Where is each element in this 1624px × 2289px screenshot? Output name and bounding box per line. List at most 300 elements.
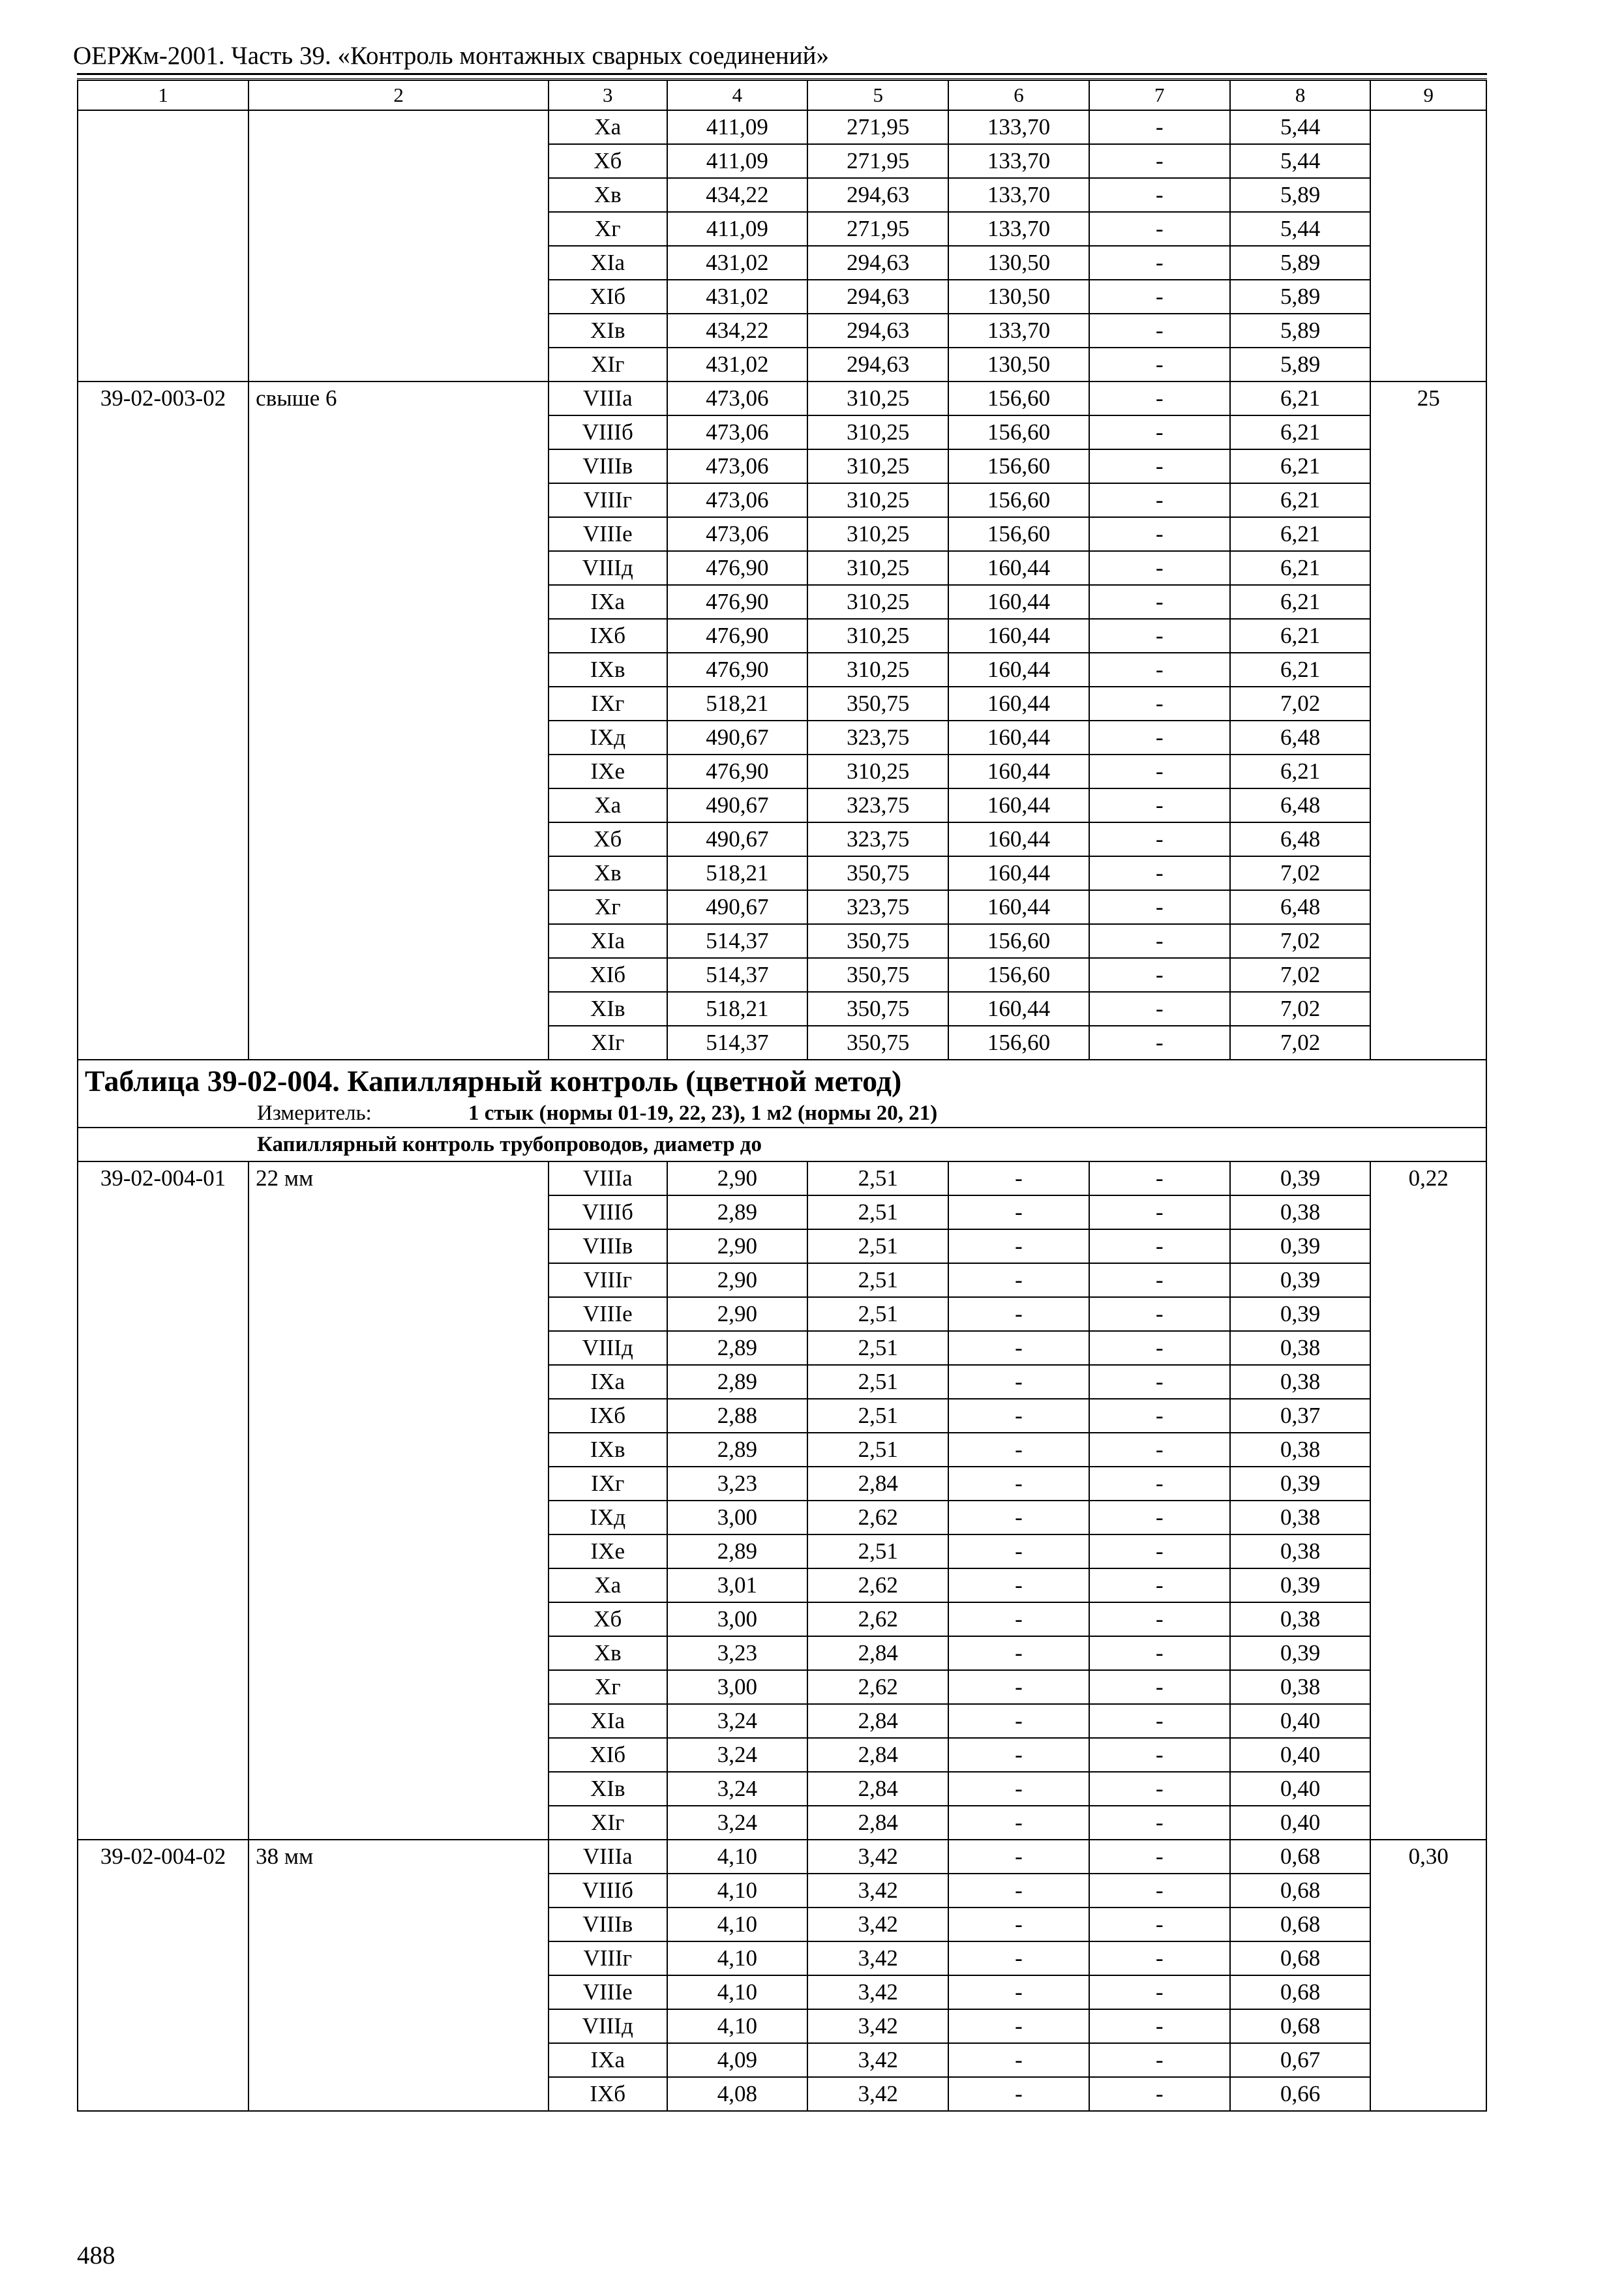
value-cell: - <box>948 1467 1089 1501</box>
value-cell: 4,10 <box>667 1975 808 2009</box>
value-cell: IXд <box>549 721 667 755</box>
value-cell: 514,37 <box>667 1026 808 1060</box>
value-cell: 294,63 <box>807 280 948 314</box>
value-cell: 2,62 <box>807 1501 948 1534</box>
value-cell: - <box>948 1501 1089 1534</box>
value-cell: 294,63 <box>807 348 948 382</box>
value-cell: 490,67 <box>667 721 808 755</box>
value-cell: VIIIг <box>549 483 667 517</box>
value-cell: 476,90 <box>667 653 808 687</box>
value-cell: 7,02 <box>1230 992 1371 1026</box>
value-cell: 3,01 <box>667 1568 808 1602</box>
value-cell: - <box>1089 1908 1230 1941</box>
value-cell: - <box>1089 1874 1230 1908</box>
value-cell: 160,44 <box>948 822 1089 856</box>
value-cell: 434,22 <box>667 178 808 212</box>
value-cell: 3,24 <box>667 1704 808 1738</box>
value-cell: 3,00 <box>667 1670 808 1704</box>
value-cell: 0,68 <box>1230 2009 1371 2043</box>
value-cell: - <box>1089 280 1230 314</box>
value-cell: 2,90 <box>667 1263 808 1297</box>
value-cell: 2,90 <box>667 1161 808 1195</box>
value-cell: 4,09 <box>667 2043 808 2077</box>
value-cell: 310,25 <box>807 382 948 415</box>
norm-code-cell: 39-02-004-02 <box>78 1840 248 2111</box>
value-cell: 0,68 <box>1230 1975 1371 2009</box>
value-cell: - <box>1089 178 1230 212</box>
value-cell: 2,51 <box>807 1161 948 1195</box>
value-cell: VIIIб <box>549 415 667 449</box>
value-cell: - <box>948 1568 1089 1602</box>
value-cell: - <box>1089 415 1230 449</box>
value-cell: - <box>948 1161 1089 1195</box>
value-cell: IXa <box>549 585 667 619</box>
value-cell: 2,90 <box>667 1229 808 1263</box>
value-cell: - <box>1089 890 1230 924</box>
value-cell: VIIIб <box>549 1874 667 1908</box>
value-cell: VIIIб <box>549 1195 667 1229</box>
value-cell: - <box>1089 1331 1230 1365</box>
value-cell: 2,51 <box>807 1263 948 1297</box>
value-cell: - <box>1089 1534 1230 1568</box>
value-cell: 0,40 <box>1230 1738 1371 1772</box>
value-cell: Xa <box>549 788 667 822</box>
value-cell: 5,89 <box>1230 314 1371 348</box>
value-cell: - <box>948 1840 1089 1874</box>
measure-line <box>85 1100 1486 1127</box>
table-row <box>78 1840 1486 1874</box>
value-cell: 310,25 <box>807 449 948 483</box>
value-cell: Xв <box>549 178 667 212</box>
value-cell: XIб <box>549 958 667 992</box>
value-cell: 6,21 <box>1230 551 1371 585</box>
value-cell: 156,60 <box>948 1026 1089 1060</box>
value-cell: Xг <box>549 212 667 246</box>
value-cell: 310,25 <box>807 755 948 788</box>
value-cell: 2,90 <box>667 1297 808 1331</box>
value-cell: 2,84 <box>807 1806 948 1840</box>
running-header: ОЕРЖм-2001. Часть 39. «Контроль монтажных сварных соединений» <box>73 42 829 70</box>
value-cell: - <box>1089 755 1230 788</box>
value-cell: 350,75 <box>807 958 948 992</box>
value-cell: 3,42 <box>807 2009 948 2043</box>
value-cell: 130,50 <box>948 246 1089 280</box>
value-cell: - <box>948 1399 1089 1433</box>
value-cell: 3,42 <box>807 1840 948 1874</box>
value-cell: 2,51 <box>807 1297 948 1331</box>
norm-code-cell: 39-02-004-01 <box>78 1161 248 1840</box>
value-cell: 411,09 <box>667 110 808 144</box>
value-cell: 2,51 <box>807 1365 948 1399</box>
subheading: Капиллярный контроль трубопроводов, диаметр до <box>78 1128 1486 1161</box>
value-cell: 323,75 <box>807 822 948 856</box>
value-cell: 0,39 <box>1230 1568 1371 1602</box>
value-cell: XIг <box>549 1806 667 1840</box>
value-cell: 6,21 <box>1230 382 1371 415</box>
value-cell: 6,48 <box>1230 721 1371 755</box>
value-cell: 2,51 <box>807 1399 948 1433</box>
value-cell: XIг <box>549 1026 667 1060</box>
value-cell: 3,42 <box>807 1941 948 1975</box>
value-cell: - <box>1089 382 1230 415</box>
value-cell: 476,90 <box>667 619 808 653</box>
value-cell: 0,39 <box>1230 1263 1371 1297</box>
value-cell: - <box>1089 1026 1230 1060</box>
value-cell: - <box>948 1602 1089 1636</box>
value-cell: - <box>1089 721 1230 755</box>
value-cell: 4,10 <box>667 2009 808 2043</box>
value-cell: - <box>1089 1840 1230 1874</box>
value-cell: 490,67 <box>667 788 808 822</box>
value-cell: IXe <box>549 1534 667 1568</box>
value-cell: 3,23 <box>667 1636 808 1670</box>
value-cell: 156,60 <box>948 958 1089 992</box>
value-cell: 514,37 <box>667 958 808 992</box>
value-cell: IXб <box>549 619 667 653</box>
column-number: 8 <box>1230 80 1371 110</box>
value-cell: - <box>1089 1365 1230 1399</box>
value-cell: 6,21 <box>1230 755 1371 788</box>
value-cell: - <box>1089 1229 1230 1263</box>
value-cell: IXб <box>549 2077 667 2111</box>
norm-name-cell <box>248 110 549 382</box>
value-cell: 3,42 <box>807 2043 948 2077</box>
value-cell: 130,50 <box>948 348 1089 382</box>
table-row <box>78 110 1486 144</box>
value-cell: IXв <box>549 1433 667 1467</box>
value-cell: XIв <box>549 1772 667 1806</box>
value-cell: 7,02 <box>1230 856 1371 890</box>
value-cell: 4,10 <box>667 1840 808 1874</box>
value-cell: 6,21 <box>1230 449 1371 483</box>
value-cell: 473,06 <box>667 449 808 483</box>
norm-name-cell: 38 мм <box>248 1840 549 2111</box>
value-cell: IXг <box>549 687 667 721</box>
value-cell: 2,89 <box>667 1331 808 1365</box>
value-cell: 323,75 <box>807 721 948 755</box>
value-cell: 490,67 <box>667 890 808 924</box>
value-cell: VIIIг <box>549 1263 667 1297</box>
value-cell: 156,60 <box>948 449 1089 483</box>
value-cell: - <box>1089 687 1230 721</box>
value-cell: Xв <box>549 1636 667 1670</box>
value-cell: 0,38 <box>1230 1195 1371 1229</box>
value-cell: 4,10 <box>667 1908 808 1941</box>
value-cell: - <box>948 1331 1089 1365</box>
value-cell: 6,48 <box>1230 890 1371 924</box>
value-cell: 490,67 <box>667 822 808 856</box>
value-cell: 3,42 <box>807 1908 948 1941</box>
value-cell: - <box>1089 924 1230 958</box>
column-number: 4 <box>667 80 808 110</box>
value-cell: Xг <box>549 890 667 924</box>
value-cell: VIIIe <box>549 1975 667 2009</box>
value-cell: - <box>1089 1195 1230 1229</box>
value-cell: XIв <box>549 992 667 1026</box>
value-cell: 156,60 <box>948 483 1089 517</box>
value-cell: - <box>1089 1161 1230 1195</box>
value-cell: 7,02 <box>1230 958 1371 992</box>
value-cell: 0,68 <box>1230 1840 1371 1874</box>
value-cell: - <box>948 1908 1089 1941</box>
value-cell: - <box>1089 2009 1230 2043</box>
value-cell: VIIIв <box>549 449 667 483</box>
value-cell: 6,21 <box>1230 585 1371 619</box>
value-cell: IXa <box>549 2043 667 2077</box>
column-number-row <box>78 80 1486 110</box>
value-cell: 271,95 <box>807 212 948 246</box>
column-9-cell: 25 <box>1370 382 1486 1060</box>
value-cell: XIб <box>549 1738 667 1772</box>
value-cell: - <box>1089 1297 1230 1331</box>
value-cell: 133,70 <box>948 212 1089 246</box>
header-rule-thin <box>77 78 1487 79</box>
value-cell: - <box>1089 1602 1230 1636</box>
table-title: Таблица 39-02-004. Капиллярный контроль (цветной метод) <box>85 1064 902 1098</box>
value-cell: VIIIв <box>549 1908 667 1941</box>
value-cell: - <box>948 1975 1089 2009</box>
value-cell: 156,60 <box>948 924 1089 958</box>
value-cell: - <box>1089 1568 1230 1602</box>
value-cell: VIIIa <box>549 382 667 415</box>
value-cell: 294,63 <box>807 314 948 348</box>
value-cell: 323,75 <box>807 788 948 822</box>
value-cell: 6,48 <box>1230 822 1371 856</box>
value-cell: XIa <box>549 1704 667 1738</box>
value-cell: 473,06 <box>667 415 808 449</box>
value-cell: 6,21 <box>1230 619 1371 653</box>
value-cell: 3,24 <box>667 1772 808 1806</box>
value-cell: VIIIв <box>549 1229 667 1263</box>
value-cell: VIIIд <box>549 551 667 585</box>
value-cell: 6,48 <box>1230 788 1371 822</box>
measure-value: 1 стык (нормы 01-19, 22, 23), 1 м2 (нормы 20, 21) <box>468 1101 938 1125</box>
value-cell: 514,37 <box>667 924 808 958</box>
value-cell: XIг <box>549 348 667 382</box>
value-cell: 431,02 <box>667 348 808 382</box>
value-cell: 160,44 <box>948 619 1089 653</box>
value-cell: - <box>948 1738 1089 1772</box>
value-cell: 294,63 <box>807 178 948 212</box>
value-cell: 5,89 <box>1230 178 1371 212</box>
value-cell: - <box>948 2009 1089 2043</box>
value-cell: 2,84 <box>807 1467 948 1501</box>
value-cell: 4,10 <box>667 1941 808 1975</box>
value-cell: 518,21 <box>667 992 808 1026</box>
value-cell: - <box>948 1195 1089 1229</box>
value-cell: - <box>948 1941 1089 1975</box>
value-cell: VIIIe <box>549 517 667 551</box>
value-cell: 2,62 <box>807 1670 948 1704</box>
value-cell: - <box>1089 2043 1230 2077</box>
value-cell: - <box>1089 348 1230 382</box>
norm-code-cell: 39-02-003-02 <box>78 382 248 1060</box>
column-number: 7 <box>1089 80 1230 110</box>
value-cell: 7,02 <box>1230 687 1371 721</box>
value-cell: 350,75 <box>807 924 948 958</box>
value-cell: - <box>1089 1806 1230 1840</box>
value-cell: 2,84 <box>807 1772 948 1806</box>
value-cell: 7,02 <box>1230 924 1371 958</box>
value-cell: IXe <box>549 755 667 788</box>
value-cell: 133,70 <box>948 144 1089 178</box>
value-cell: - <box>1089 212 1230 246</box>
value-cell: 434,22 <box>667 314 808 348</box>
value-cell: 6,21 <box>1230 483 1371 517</box>
value-cell: 2,84 <box>807 1636 948 1670</box>
value-cell: 350,75 <box>807 1026 948 1060</box>
value-cell: 156,60 <box>948 517 1089 551</box>
table-row <box>78 1161 1486 1195</box>
value-cell: 5,44 <box>1230 144 1371 178</box>
value-cell: 0,67 <box>1230 2043 1371 2077</box>
value-cell: IXa <box>549 1365 667 1399</box>
value-cell: Xв <box>549 856 667 890</box>
value-cell: 2,84 <box>807 1738 948 1772</box>
value-cell: - <box>1089 619 1230 653</box>
value-cell: - <box>1089 1467 1230 1501</box>
value-cell: 310,25 <box>807 619 948 653</box>
value-cell: 160,44 <box>948 687 1089 721</box>
column-number: 1 <box>78 80 248 110</box>
value-cell: VIIIд <box>549 2009 667 2043</box>
value-cell: XIa <box>549 246 667 280</box>
value-cell: 3,24 <box>667 1806 808 1840</box>
column-9-cell <box>1370 110 1486 382</box>
value-cell: 2,89 <box>667 1195 808 1229</box>
value-cell: - <box>1089 1670 1230 1704</box>
value-cell: 6,21 <box>1230 517 1371 551</box>
value-cell: - <box>1089 144 1230 178</box>
value-cell: - <box>1089 958 1230 992</box>
subheading-row <box>78 1128 1486 1161</box>
value-cell: 431,02 <box>667 280 808 314</box>
value-cell: - <box>948 1636 1089 1670</box>
value-cell: 0,38 <box>1230 1433 1371 1467</box>
value-cell: 0,38 <box>1230 1501 1371 1534</box>
value-cell: VIIIe <box>549 1297 667 1331</box>
value-cell: 0,68 <box>1230 1908 1371 1941</box>
value-cell: IXг <box>549 1467 667 1501</box>
value-cell: 160,44 <box>948 551 1089 585</box>
value-cell: IXб <box>549 1399 667 1433</box>
column-9-cell: 0,30 <box>1370 1840 1486 2111</box>
value-cell: - <box>1089 822 1230 856</box>
value-cell: - <box>1089 788 1230 822</box>
value-cell: 271,95 <box>807 144 948 178</box>
value-cell: 160,44 <box>948 992 1089 1026</box>
value-cell: 3,00 <box>667 1501 808 1534</box>
value-cell: IXв <box>549 653 667 687</box>
value-cell: 294,63 <box>807 246 948 280</box>
value-cell: - <box>948 1806 1089 1840</box>
value-cell: 4,08 <box>667 2077 808 2111</box>
value-cell: 2,51 <box>807 1229 948 1263</box>
value-cell: 2,51 <box>807 1433 948 1467</box>
value-cell: 310,25 <box>807 551 948 585</box>
measure-label: Измеритель: <box>257 1101 372 1125</box>
value-cell: - <box>1089 1399 1230 1433</box>
value-cell: - <box>1089 483 1230 517</box>
value-cell: 0,40 <box>1230 1806 1371 1840</box>
column-number: 9 <box>1370 80 1486 110</box>
value-cell: 411,09 <box>667 144 808 178</box>
column-number: 6 <box>948 80 1089 110</box>
value-cell: Xб <box>549 822 667 856</box>
value-cell: 350,75 <box>807 992 948 1026</box>
value-cell: 2,62 <box>807 1568 948 1602</box>
value-cell: - <box>948 2077 1089 2111</box>
value-cell: Xб <box>549 1602 667 1636</box>
value-cell: 431,02 <box>667 246 808 280</box>
value-cell: 2,51 <box>807 1534 948 1568</box>
value-cell: - <box>948 1263 1089 1297</box>
value-cell: 310,25 <box>807 585 948 619</box>
value-cell: - <box>1089 585 1230 619</box>
value-cell: - <box>1089 1636 1230 1670</box>
value-cell: - <box>1089 314 1230 348</box>
norm-name-cell: 22 мм <box>248 1161 549 1840</box>
value-cell: 0,38 <box>1230 1331 1371 1365</box>
value-cell: 160,44 <box>948 890 1089 924</box>
value-cell: 3,42 <box>807 1975 948 2009</box>
value-cell: 160,44 <box>948 856 1089 890</box>
value-cell: 3,42 <box>807 2077 948 2111</box>
value-cell: - <box>948 1670 1089 1704</box>
value-cell: 133,70 <box>948 178 1089 212</box>
value-cell: 2,51 <box>807 1331 948 1365</box>
value-cell: 5,44 <box>1230 212 1371 246</box>
value-cell: 5,89 <box>1230 246 1371 280</box>
value-cell: 160,44 <box>948 585 1089 619</box>
value-cell: 0,40 <box>1230 1704 1371 1738</box>
value-cell: 156,60 <box>948 382 1089 415</box>
value-cell: 3,23 <box>667 1467 808 1501</box>
table-body <box>78 80 1486 2111</box>
value-cell: 0,38 <box>1230 1670 1371 1704</box>
value-cell: 271,95 <box>807 110 948 144</box>
value-cell: 6,21 <box>1230 415 1371 449</box>
value-cell: 5,89 <box>1230 348 1371 382</box>
value-cell: - <box>1089 1772 1230 1806</box>
value-cell: - <box>1089 517 1230 551</box>
value-cell: - <box>1089 551 1230 585</box>
value-cell: 518,21 <box>667 856 808 890</box>
value-cell: 310,25 <box>807 653 948 687</box>
value-cell: 3,42 <box>807 1874 948 1908</box>
value-cell: 310,25 <box>807 483 948 517</box>
value-cell: 2,89 <box>667 1534 808 1568</box>
value-cell: - <box>1089 1263 1230 1297</box>
value-cell: 3,24 <box>667 1738 808 1772</box>
table-row <box>78 382 1486 415</box>
norms-table <box>77 80 1487 2112</box>
value-cell: 310,25 <box>807 415 948 449</box>
value-cell: 160,44 <box>948 721 1089 755</box>
value-cell: 160,44 <box>948 653 1089 687</box>
value-cell: - <box>948 2043 1089 2077</box>
value-cell: 0,38 <box>1230 1365 1371 1399</box>
column-number: 3 <box>549 80 667 110</box>
value-cell: - <box>948 1433 1089 1467</box>
table-title-cell <box>78 1060 1486 1128</box>
value-cell: 2,62 <box>807 1602 948 1636</box>
value-cell: 5,44 <box>1230 110 1371 144</box>
value-cell: 5,89 <box>1230 280 1371 314</box>
value-cell: 473,06 <box>667 483 808 517</box>
value-cell: 0,37 <box>1230 1399 1371 1433</box>
value-cell: 323,75 <box>807 890 948 924</box>
